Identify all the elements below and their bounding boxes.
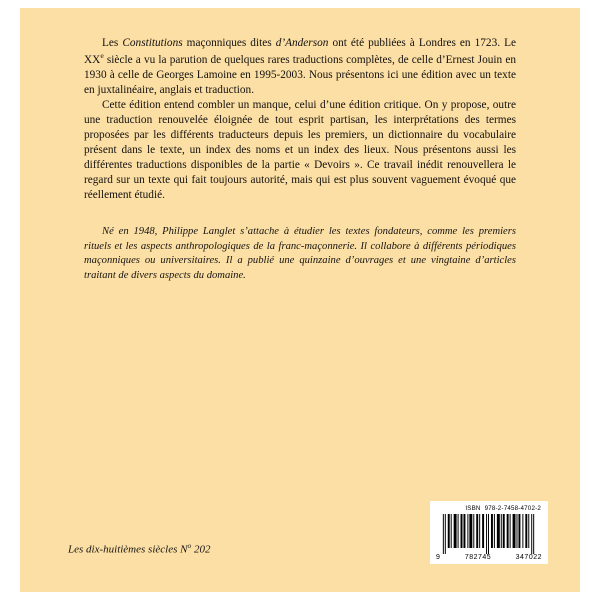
isbn-value: 978-2-7458-4702-2: [484, 505, 541, 512]
author-biography-text: Né en 1948, Philippe Langlet s’attache à étudier les textes fondateurs, comme les premiers rituels et les aspects anthropologiques de la franc-maçonnerie. Il collabore à différents périodiques maçonniques ou universitaires. Il a publié une quinzaine d’ouvrages et une vingtaine d’articles traitant de divers aspects du domaine.: [84, 225, 516, 281]
description-paragraph-1: [84, 36, 516, 98]
book-description: [84, 36, 516, 203]
text-run: maçonniques dites: [182, 37, 276, 49]
series-label: Les dix-huitièmes siècles N: [68, 544, 188, 556]
text-run-italic: d’Anderson: [275, 37, 329, 49]
cover-footer: [20, 472, 580, 592]
ean-group-2: 347022: [515, 554, 542, 561]
text-run: Les: [102, 37, 123, 49]
cover-content: [84, 36, 516, 283]
series-line: [68, 541, 210, 556]
author-biography: [84, 225, 516, 283]
series-ordinal-superscript: o: [187, 541, 192, 551]
barcode-bars-icon: [435, 514, 543, 554]
text-run-italic: Constitutions: [122, 37, 183, 49]
description-paragraph-2: [84, 98, 516, 203]
text-run: Cette édition entend combler un manque, celui d’une édition critique. On y propose, outre une traduction renouvelée éloignée de tout esprit partisan, les interprétations des termes proposées par les différents traducteurs depuis les premiers, un dictionnaire du vocabulaire présent dans le texte, un index des noms et un index des lieux. Nous présentons aussi les différentes traductions disponibles de la partie « Devoirs ». Ce travail inédit renouvellera le regard sur un texte qui fait toujours autorité, mais qui est plus souvent vaguement évoqué que réellement étudié.: [84, 98, 516, 201]
ean-left-digit: 9: [436, 554, 441, 561]
isbn-line: [435, 505, 543, 512]
text-run: ont été publiées à Londres en 1723. Le XX: [84, 37, 516, 66]
ean-group-1: 782745: [464, 554, 492, 561]
barcode: [430, 501, 548, 564]
ean-digits: [435, 554, 543, 561]
book-back-cover: [20, 8, 580, 592]
isbn-label: ISBN: [465, 505, 481, 512]
text-run-superscript: e: [100, 51, 104, 61]
text-run: siècle a vu la parution de quelques rares traductions complètes, de celle d’Ernest Jouin en 1930 à celle de Georges Lamoine en 1995-2003. Nous présentons ici une édition avec un texte en juxtalinéaire, anglais et traduction.: [84, 53, 516, 96]
series-number: 202: [193, 544, 211, 556]
